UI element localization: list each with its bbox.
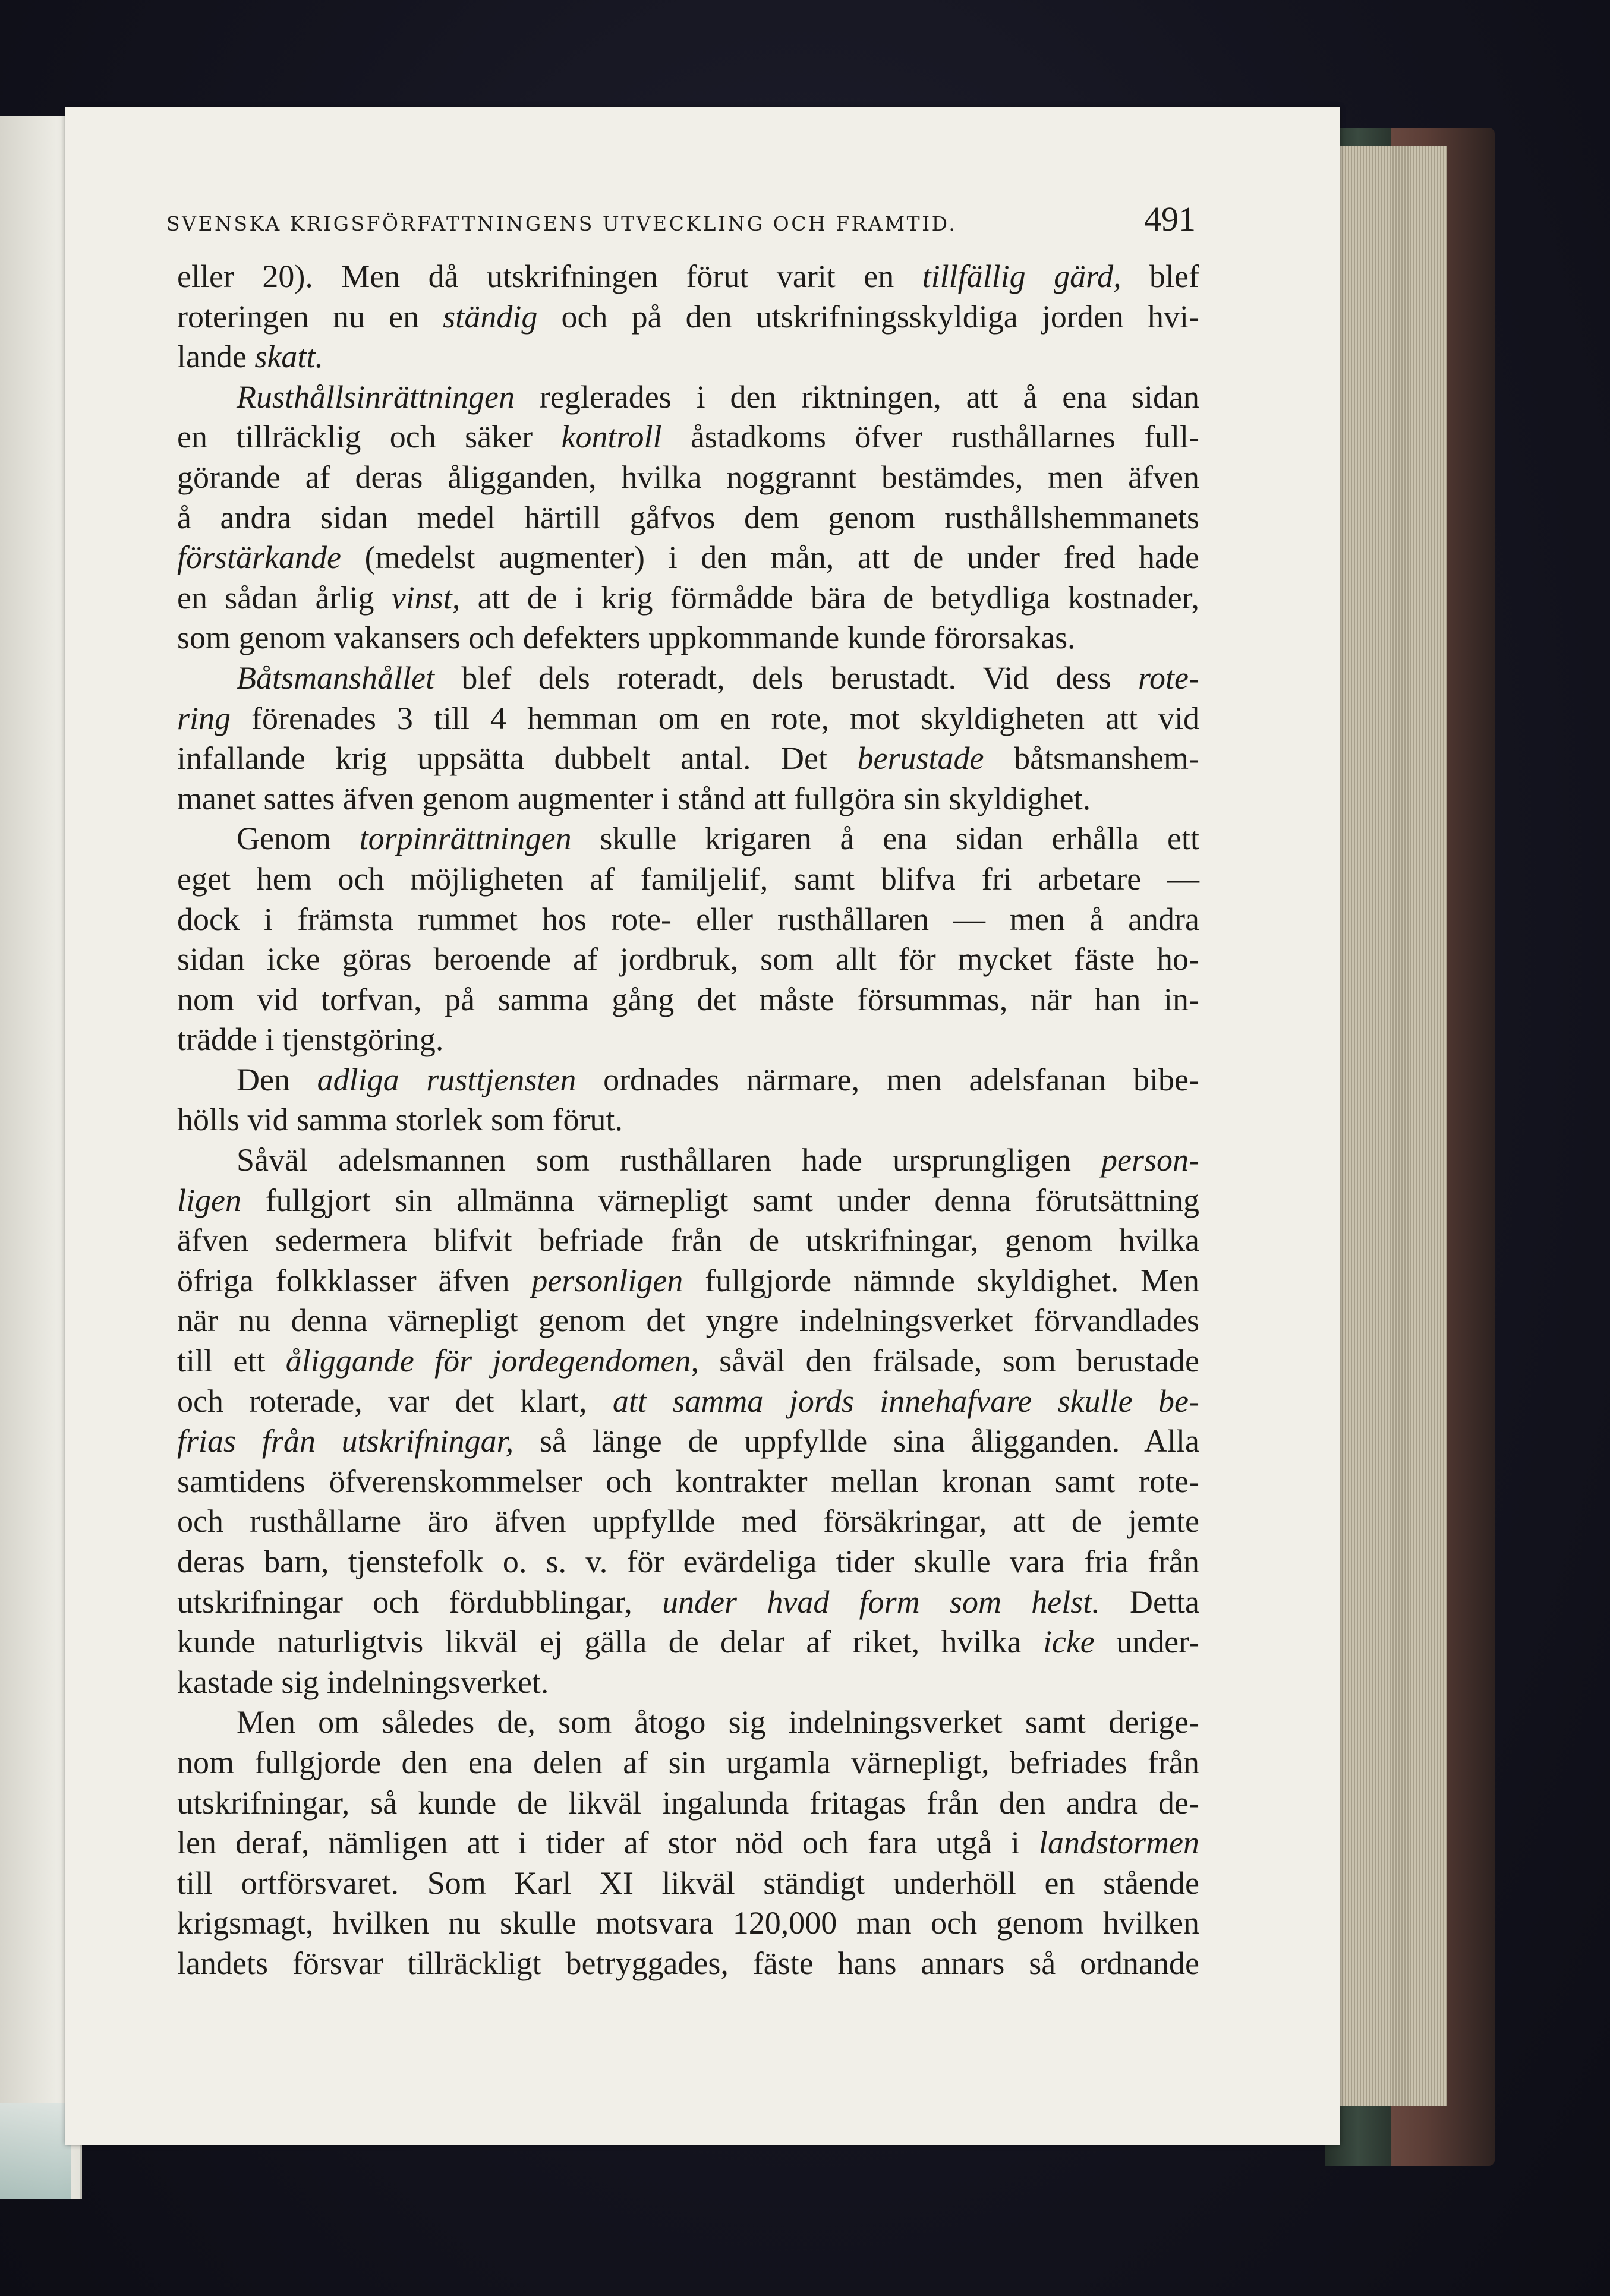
text-line [177,658,1199,699]
text-line [177,458,1199,498]
text-run: som genom vakansers och defekters uppkommande kunde förorsakas. [177,620,1076,656]
text-run: Den [237,1061,317,1097]
text-run: landets försvar tillräckligt betryggades, fäste hans annars så ordnande [177,1945,1199,1981]
text-run: så länge de uppfyllde sina åligganden. Alla [513,1423,1199,1459]
text-line [177,297,1199,338]
text-line [177,1421,1199,1462]
text-run: öfriga folkklasser äfven [177,1262,532,1298]
text-line [177,1060,1199,1100]
italic-phrase: vinst, [391,579,461,616]
text-line [177,699,1199,739]
italic-phrase: att samma jords innehafvare skulle be- [612,1383,1199,1419]
text-run: kastade sig indelningsverket. [177,1664,549,1700]
italic-phrase: tillfällig gärd, [922,258,1121,294]
text-run: under- [1094,1624,1199,1660]
text-line [177,1542,1199,1582]
italic-phrase: ligen [177,1182,241,1218]
text-run: å andra sidan medel härtill gåfvos dem genom rusthållshemmanets [177,499,1199,535]
text-line [177,900,1199,940]
text-line [177,939,1199,980]
text-line [177,859,1199,900]
italic-phrase: torpinrättningen [359,821,572,857]
italic-phrase: ring [177,700,231,736]
text-line [177,1462,1199,1502]
text-run: såväl den frälsade, som berustade [698,1343,1199,1379]
text-run: ordnades närmare, men adelsfanan bibe- [576,1061,1199,1097]
text-run: manet sattes äfven genom augmenter i stånd att fullgöra sin skyldighet. [177,780,1091,816]
text-run: och roterade, var det klart, [177,1383,613,1419]
italic-phrase: kontroll [561,419,662,455]
text-run: utskrifningar och fördubblingar, [177,1584,663,1620]
text-run: till ortförsvaret. Som Karl XI likväl ständigt underhöll en stående [177,1865,1199,1901]
italic-phrase: åliggande för jordegendomen, [285,1343,699,1379]
text-line [177,819,1199,859]
text-run: sidan icke göras beroende af jordbruk, som allt för mycket fäste ho- [177,941,1199,977]
text-run: nom fullgjorde den ena delen af sin urgamla värnepligt, befriades från [177,1744,1199,1780]
text-run: infallande krig uppsätta dubbelt antal. Det [177,740,858,777]
italic-phrase: adliga rusttjensten [317,1061,576,1097]
text-run: Genom [237,821,360,857]
text-line [177,538,1199,578]
text-run: skulle krigaren å ena sidan erhålla ett [571,821,1199,857]
italic-phrase: rote- [1138,660,1199,696]
italic-phrase: berustade [857,740,984,777]
text-run: när nu denna värnepligt genom det yngre indelningsverket förvandlades [177,1302,1199,1339]
text-line [177,257,1199,297]
text-run: Såväl adelsmannen som rusthållaren hade ursprungligen [237,1142,1102,1178]
text-run: till ett [177,1343,286,1379]
text-line [177,1823,1199,1863]
text-run: deras barn, tjenstefolk o. s. v. för evärdeliga tider skulle vara fria från [177,1544,1199,1579]
text-line [177,417,1199,458]
text-line [177,1261,1199,1301]
text-run: len deraf, nämligen att i tider af stor nöd och fara utgå i [177,1825,1039,1861]
text-line [177,377,1199,418]
italic-phrase: person- [1101,1142,1199,1178]
text-run: utskrifningar, så kunde de likväl ingalunda fritagas från den andra de- [177,1784,1199,1821]
italic-phrase: frias från utskrifningar, [177,1423,514,1459]
italic-phrase: landstormen [1039,1825,1199,1861]
text-run: en tillräcklig och säker [177,419,562,455]
text-line [177,578,1199,619]
text-run: görande af deras åligganden, hvilka noggrannt bestämdes, men äfven [177,459,1199,495]
text-line [177,1663,1199,1703]
text-run: åstadkoms öfver rusthållarnes full- [661,419,1199,455]
italic-phrase: Rusthållsinrättningen [237,379,515,415]
text-run: fullgjorde nämnde skyldighet. Men [683,1262,1199,1298]
text-line [177,1783,1199,1824]
text-run: kunde naturligtvis likväl ej gälla de delar af riket, hvilka [177,1624,1043,1660]
text-line [177,1100,1199,1140]
italic-phrase: förstärkande [177,540,341,576]
text-run: eller 20). Men då utskrifningen förut varit en [177,258,922,294]
text-run: lande [177,339,255,375]
text-line [177,337,1199,377]
page-number: 491 [1144,200,1196,238]
text-line [177,1743,1199,1783]
text-line [177,1903,1199,1944]
text-run: hölls vid samma storlek som förut. [177,1102,623,1138]
text-run: att de i krig förmådde bära de betydliga kostnader, [460,579,1199,616]
text-run: eget hem och möjligheten af familjelif, samt blifva fri arbetare — [177,860,1199,897]
text-line [177,779,1199,819]
text-run: och rusthållarne äro äfven uppfyllde med försäkringar, att de jemte [177,1503,1199,1540]
text-line [177,1301,1199,1341]
text-run: samtidens öfverenskommelser och kontrakter mellan kronan samt rote- [177,1463,1199,1499]
text-line [177,1220,1199,1261]
text-run: båtsmanshem- [984,740,1199,777]
text-line [177,1622,1199,1663]
text-run: krigsmagt, hvilken nu skulle motsvara 120,000 man och genom hvilken [177,1905,1199,1941]
text-run: och på den utskrifningsskyldiga jorden hvi- [537,298,1199,335]
text-line [177,1582,1199,1623]
left-page-band [0,2103,71,2199]
text-run: äfven sedermera blifvit befriade från de utskrifningar, genom hvilka [177,1222,1199,1259]
body-text [177,257,1199,1984]
text-run: förenades 3 till 4 hemman om en rote, mot skyldigheten att vid [231,700,1199,736]
text-line [177,1020,1199,1060]
text-run: nom vid torfvan, på samma gång det måste försummas, när han in- [177,981,1199,1017]
text-run: reglerades i den riktningen, att å ena sidan [515,379,1199,415]
text-run: dock i främsta rummet hos rote- eller rusthållaren — men å andra [177,901,1199,937]
text-run: (medelst augmenter) i den mån, att de under fred hade [341,540,1199,576]
text-run: blef [1121,258,1199,294]
text-run: Men om således de, som åtogo sig indelningsverket samt derige- [237,1704,1199,1740]
running-head: SVENSKA KRIGSFÖRFATTNINGENS UTVECKLING OCH FRAMTID. [166,212,957,235]
italic-phrase: Båtsmanshållet [237,660,434,696]
text-run: en sådan årlig [177,579,392,616]
text-line [177,1863,1199,1904]
page-header [166,199,1201,247]
text-run: roteringen nu en [177,298,443,335]
text-run: Detta [1099,1584,1199,1620]
text-line [177,1181,1199,1221]
text-line [177,1341,1199,1382]
text-run: trädde i tjenstgöring. [177,1021,444,1058]
text-line [177,739,1199,779]
italic-phrase: ständig [443,298,538,335]
text-line [177,980,1199,1020]
text-line [177,1140,1199,1181]
italic-phrase: icke [1042,1624,1095,1660]
text-line [177,618,1199,658]
text-run: blef dels roteradt, dels berustadt. Vid dess [434,660,1139,696]
page-stack-edges [1334,146,1447,2106]
italic-phrase: personligen [531,1262,683,1298]
text-line [177,1382,1199,1422]
text-line [177,1702,1199,1743]
text-line [177,498,1199,538]
italic-phrase: skatt. [254,339,323,375]
text-run: fullgjort sin allmänna värnepligt samt under denna förutsättning [241,1182,1199,1218]
italic-phrase: under hvad form som helst. [662,1584,1100,1620]
text-line [177,1502,1199,1542]
text-line [177,1944,1199,1984]
